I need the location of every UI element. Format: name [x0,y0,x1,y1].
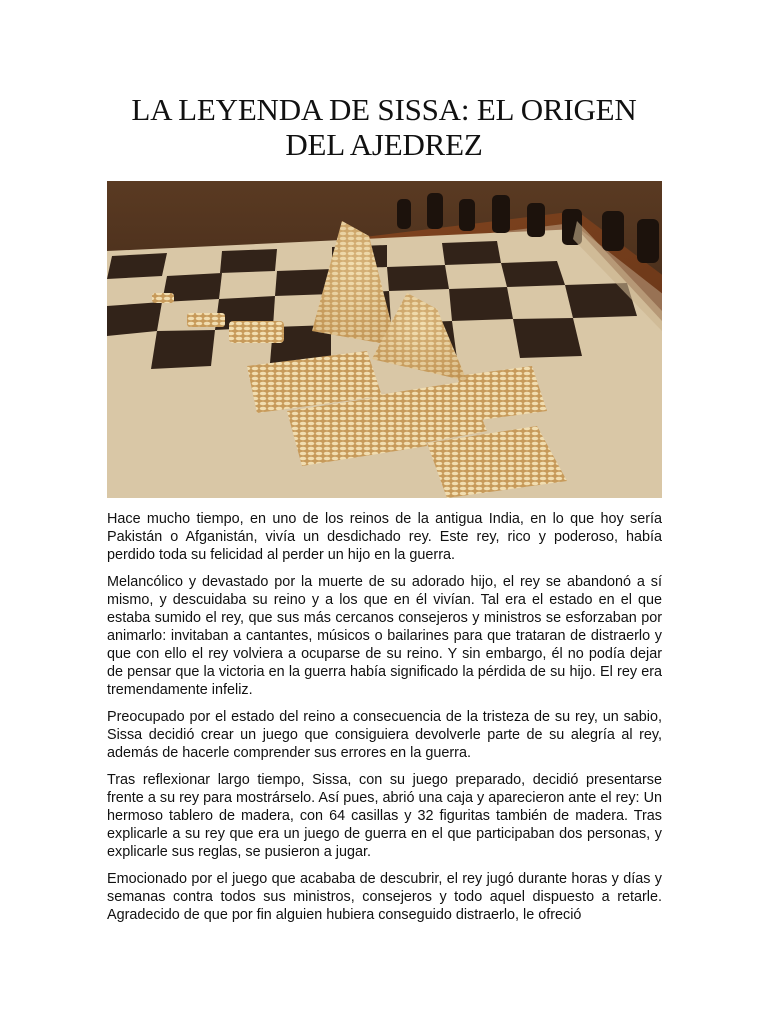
article-body [107,510,662,933]
paragraph: Tras reflexionar largo tiempo, Sissa, con su juego preparado, decidió presentarse frente a su rey para mostrárselo. Así pues, abrió una caja y aparecieron ante el rey: Un hermoso tablero de madera, con 64 casillas y 32 figuritas también de madera. Tras explicarle a su rey que era un juego de guerra en el que participaban dos personas, y explicarle sus reglas, se pusieron a jugar. [107,772,662,860]
paragraph: Hace mucho tiempo, en uno de los reinos de la antigua India, en lo que hoy sería Pakistán o Afganistán, vivía un desdichado rey. Este rey, rico y poderoso, había perdido toda su felicidad al perder un hijo en la guerra. [107,511,662,563]
paragraph: Preocupado por el estado del reino a consecuencia de la tristeza de su rey, un sabio, Sissa decidió crear un juego que consiguiera devolverle parte de su alegría al rey, además de hacerle comprender sus errores en la guerra. [107,709,662,761]
paragraph: Emocionado por el juego que acababa de descubrir, el rey jugó durante horas y días y semanas contra todos sus ministros, consejeros y todo aquel dispuesto a retarle. Agradecido de que por fin alguien hubiera conseguido distraerlo, le ofreció [107,871,662,923]
chessboard-with-grain-piles-icon [107,181,662,498]
paragraph: Melancólico y devastado por la muerte de su adorado hijo, el rey se abandonó a sí mismo, y descuidaba su reino y a los que en él vivían. Tal era el estado en el que estaba sumido el rey, que sus más cercanos consejeros y ministros se esforzaban por animarlo: invitaban a cantantes, músicos o bailarines para que trataran de distraerlo y que con ello el rey volviera a ocuparse de su reino. Y sin embargo, él no podía dejar de pensar que la victoria en la guerra había significado la pérdida de su hijo. El rey era tremendamente infeliz. [107,574,662,698]
chessboard-illustration [107,181,662,498]
page-title: LA LEYENDA DE SISSA: EL ORIGEN DEL AJEDREZ [131,92,637,162]
